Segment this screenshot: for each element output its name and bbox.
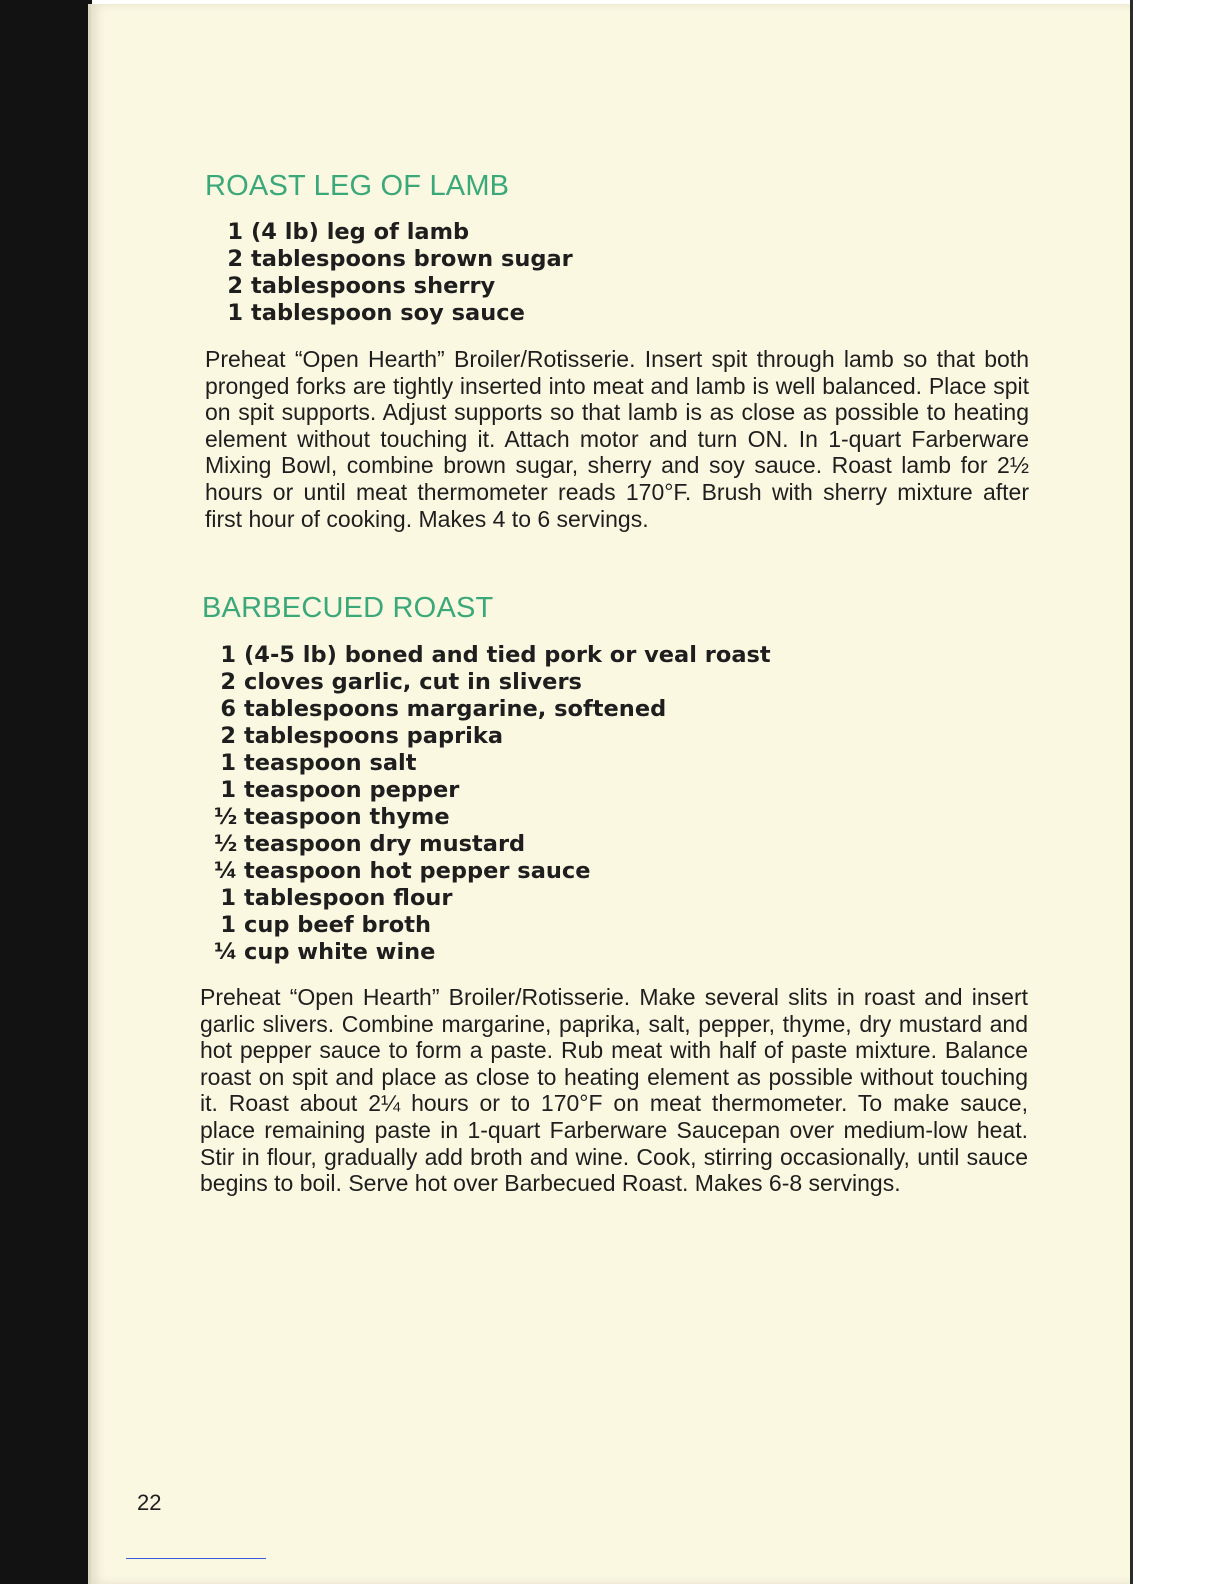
ingredient-quantity: 1 bbox=[220, 912, 236, 938]
ingredient-item bbox=[214, 804, 771, 831]
ingredient-item bbox=[221, 273, 573, 300]
ingredient-item bbox=[214, 831, 771, 858]
ingredient-item bbox=[214, 696, 771, 723]
ingredient-quantity: 2 bbox=[220, 669, 236, 695]
ingredient-item bbox=[214, 939, 771, 966]
ingredient-item bbox=[221, 219, 573, 246]
recipe-title-barbecued-roast: BARBECUED ROAST bbox=[202, 592, 494, 624]
ingredient-name: (4 lb) leg of lamb bbox=[251, 219, 470, 245]
ingredient-name: tablespoon soy sauce bbox=[251, 300, 525, 326]
recipe-method-barbecued-roast: Preheat “Open Hearth” Broiler/Rotisserie. Make several slits in roast and insert garlic slivers. Combine margarine, paprika, salt, pepper, thyme, dry mustard and hot pepper sauce to form a paste. Rub meat with half of paste mixture. Balance roast on spit and place as close to heating element as possible without touching it. Roast about 2¼ hours or to 170°F on meat thermometer. To make sauce, place remaining paste in 1-quart Farberware Saucepan over medium-low heat. Stir in flour, gradually add broth and wine. Cook, stirring occasionally, until sauce begins to boil. Serve hot over Barbecued Roast. Makes 6-8 servings. bbox=[200, 984, 1028, 1197]
recipe-title-roast-leg-of-lamb: ROAST LEG OF LAMB bbox=[205, 170, 510, 202]
ingredient-item bbox=[214, 858, 771, 885]
ingredient-quantity: 6 bbox=[220, 696, 236, 722]
ingredient-item bbox=[221, 300, 573, 327]
ingredient-quantity: 2 bbox=[227, 273, 243, 299]
ingredient-list-lamb bbox=[221, 219, 573, 327]
ingredient-list-barbecued-roast bbox=[214, 642, 771, 966]
ingredient-name: teaspoon pepper bbox=[244, 777, 460, 803]
ingredient-quantity: 1 bbox=[220, 777, 236, 803]
ingredient-quantity: 1 bbox=[220, 642, 236, 668]
ingredient-name: tablespoons sherry bbox=[251, 273, 496, 299]
ingredient-quantity: ¼ bbox=[214, 858, 238, 884]
page-number: 22 bbox=[137, 1490, 162, 1515]
ingredient-quantity: ½ bbox=[214, 831, 238, 857]
ingredient-item bbox=[214, 723, 771, 750]
ingredient-quantity: 1 bbox=[227, 300, 243, 326]
ingredient-name: cup white wine bbox=[244, 939, 436, 965]
book-spine-shadow bbox=[0, 0, 92, 1584]
ingredient-item bbox=[214, 750, 771, 777]
ingredient-name: tablespoons margarine, softened bbox=[244, 696, 667, 722]
recipe-method-lamb: Preheat “Open Hearth” Broiler/Rotisserie. Insert spit through lamb so that both pronged forks are tightly inserted into meat and lamb is well balanced. Place spit on spit supports. Adjust supports so that lamb is as close as possible to heating element without touching it. Attach motor and turn ON. In 1-quart Farberware Mixing Bowl, combine brown sugar, sherry and soy sauce. Roast lamb for 2½ hours or until meat thermometer reads 170°F. Brush with sherry mixture after first hour of cooking. Makes 4 to 6 servings. bbox=[205, 346, 1029, 532]
ingredient-name: cloves garlic, cut in slivers bbox=[244, 669, 582, 695]
ingredient-name: (4-5 lb) boned and tied pork or veal roast bbox=[244, 642, 771, 668]
page-edge bbox=[1130, 0, 1133, 1584]
ingredient-item bbox=[214, 669, 771, 696]
ingredient-name: tablespoons brown sugar bbox=[251, 246, 573, 272]
footer-rule bbox=[126, 1558, 266, 1559]
ingredient-name: tablespoons paprika bbox=[244, 723, 504, 749]
ingredient-item bbox=[214, 885, 771, 912]
ingredient-quantity: 1 bbox=[220, 750, 236, 776]
ingredient-name: teaspoon salt bbox=[244, 750, 417, 776]
ingredient-quantity: 2 bbox=[227, 246, 243, 272]
ingredient-name: tablespoon flour bbox=[244, 885, 453, 911]
ingredient-quantity: 1 bbox=[220, 885, 236, 911]
ingredient-quantity: ¼ bbox=[214, 939, 238, 965]
ingredient-item bbox=[214, 912, 771, 939]
ingredient-quantity: ½ bbox=[214, 804, 238, 830]
ingredient-item bbox=[221, 246, 573, 273]
ingredient-name: teaspoon hot pepper sauce bbox=[244, 858, 591, 884]
ingredient-item bbox=[214, 642, 771, 669]
ingredient-quantity: 2 bbox=[220, 723, 236, 749]
ingredient-name: cup beef broth bbox=[244, 912, 431, 938]
ingredient-name: teaspoon thyme bbox=[244, 804, 450, 830]
ingredient-item bbox=[214, 777, 771, 804]
ingredient-name: teaspoon dry mustard bbox=[244, 831, 526, 857]
ingredient-quantity: 1 bbox=[227, 219, 243, 245]
